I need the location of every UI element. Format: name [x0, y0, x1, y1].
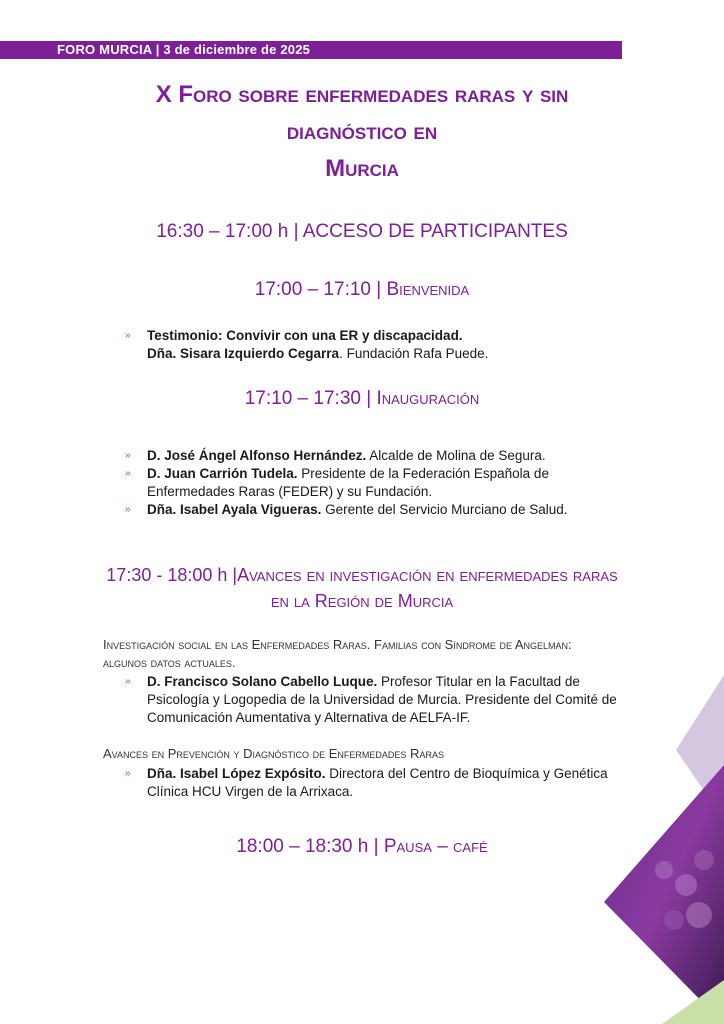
list-item — [125, 501, 627, 519]
speaker-name: Dña. Isabel Ayala Vigueras. — [147, 502, 322, 517]
speaker-role: Gerente del Servicio Murciano de Salud. — [321, 502, 568, 517]
speaker-role: Presidente de la Federación Española de — [297, 466, 549, 481]
speaker-role: Directora del Centro de Bioquímica y Genética — [325, 766, 608, 781]
bullet-icon: » — [125, 768, 131, 779]
decorative-shapes — [604, 670, 724, 1024]
title-line-3: Murcia — [325, 155, 399, 182]
crowd-figure-shape — [655, 861, 673, 879]
slot-pausa — [20, 836, 704, 858]
subsection-title-line-1: Investigación social en las Enfermedades Raras. Familias con Síndrome de Angelman: — [103, 637, 572, 652]
subsection-heading — [103, 745, 633, 763]
speaker-role: Alcalde de Molina de Segura. — [366, 448, 546, 463]
item-title: Testimonio: Convivir con una ER y discapacidad. — [147, 328, 463, 343]
slot-label: Bienvenida — [381, 279, 470, 300]
bullet-icon: » — [125, 504, 131, 515]
subsection-heading — [103, 636, 633, 672]
slot-label: Inauguración — [371, 388, 480, 409]
list-item — [125, 327, 627, 363]
slot-label-line-2: en la Región de Murcia — [270, 591, 454, 611]
slot-label: Avances en investigación en enfermedades raras — [237, 565, 618, 585]
title-line-2: diagnóstico en — [286, 118, 438, 145]
photo-triangle-shape — [604, 765, 724, 1024]
crowd-figure-shape — [675, 874, 697, 896]
crowd-figure-shape — [686, 902, 712, 928]
bullet-icon: » — [125, 450, 131, 461]
speaker-name: D. José Ángel Alfonso Hernández. — [147, 448, 367, 463]
crowd-figure-shape — [664, 910, 684, 930]
list-item — [125, 447, 627, 465]
slot-label: ACCESO DE PARTICIPANTES — [298, 221, 568, 242]
speaker-name: Dña. Sisara Izquierdo Cegarra — [147, 346, 340, 361]
speaker-role: Profesor Titular en la Facultad de — [377, 674, 580, 689]
slot-avances — [20, 562, 704, 614]
speaker-role-cont: Psicología y Logopedia de la Universidad de Murcia. Presidente del Comité de — [147, 692, 617, 707]
list-item — [125, 465, 627, 501]
speaker-role-cont: Clínica HCU Virgen de la Arrixaca. — [147, 784, 354, 799]
slot-bienvenida — [20, 279, 704, 301]
bullet-icon: » — [125, 330, 131, 341]
speaker-name: Dña. Isabel López Expósito. — [147, 766, 326, 781]
subsection-title-line-2: algunos datos actuales. — [103, 655, 236, 670]
slot-inauguracion — [20, 388, 704, 410]
list-item — [125, 765, 627, 801]
slot-time: 16:30 – 17:00 h | — [156, 221, 299, 242]
speaker-role: . Fundación Rafa Puede. — [339, 346, 489, 361]
title-line-1: X Foro sobre enfermedades raras y sin — [155, 81, 569, 108]
crowd-figure-shape — [694, 850, 714, 870]
header-bar — [0, 41, 622, 59]
bullet-icon: » — [125, 676, 131, 687]
slot-time: 18:00 – 18:30 h | — [236, 836, 379, 857]
slot-time: 17:00 – 17:10 | — [254, 279, 382, 300]
slot-label: Pausa – café — [378, 836, 488, 857]
header-text: FORO MURCIA | 3 de diciembre de 2025 — [57, 42, 311, 57]
speaker-role-cont: Comunicación Aumentativa y Alternativa de AELFA-IF. — [147, 710, 471, 725]
slot-acceso — [20, 221, 704, 243]
slot-time: 17:30 - 18:00 h | — [106, 565, 238, 585]
subsection-title-line-1: Avances en Prevención y Diagnóstico de Enfermedades Raras — [103, 746, 444, 761]
list-item — [125, 673, 627, 727]
slot-time: 17:10 – 17:30 | — [244, 388, 372, 409]
speaker-name: D. Juan Carrión Tudela. — [147, 466, 298, 481]
speaker-name: D. Francisco Solano Cabello Luque. — [147, 674, 378, 689]
bullet-icon: » — [125, 468, 131, 479]
speaker-role-cont: Enfermedades Raras (FEDER) y su Fundación. — [147, 484, 433, 499]
page-title — [40, 76, 684, 187]
